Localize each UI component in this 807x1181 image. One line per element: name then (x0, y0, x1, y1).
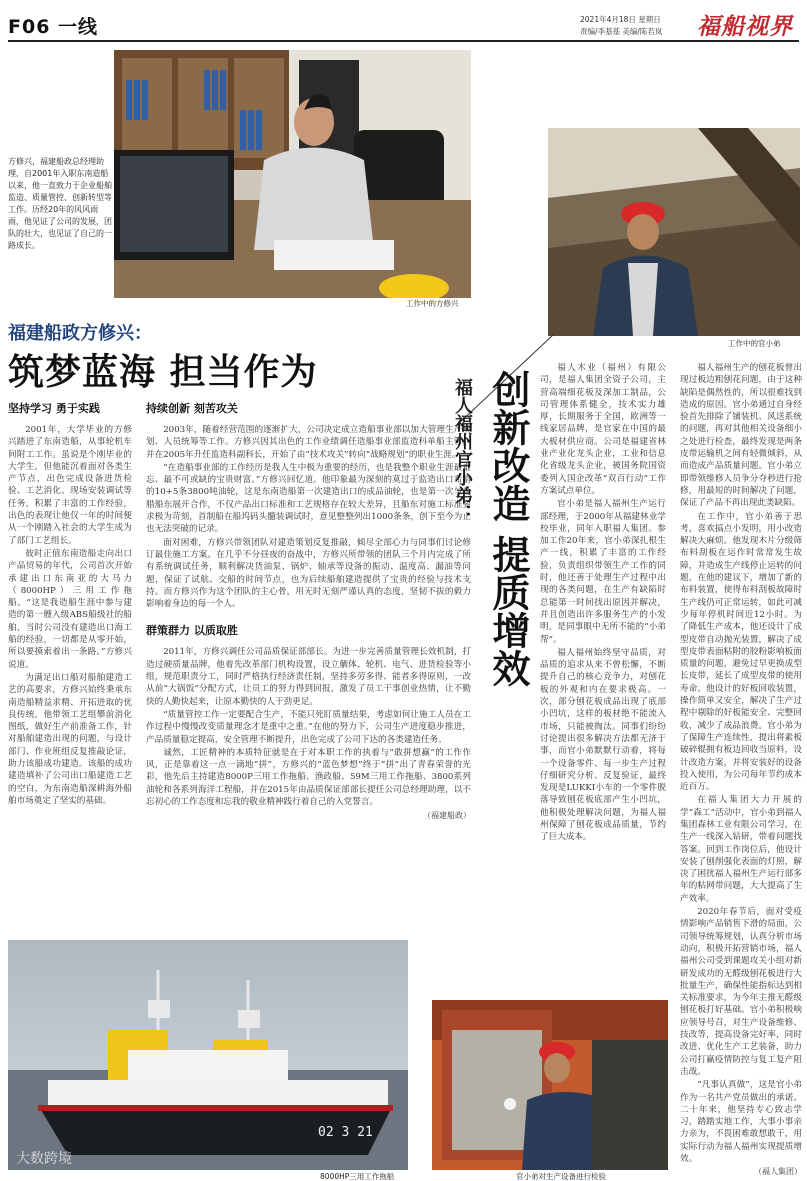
paragraph: 彼时正值东南造船走向出口产品贸易的年代，公司首次开始承建出口东南亚的大马力（8000HP）三用工作拖船。“这是我造船生涯中参与建造的第一艘入级ABS船级社的船舶，当时公司没有建造出口海工船的经验，一切都是从零开始，所以要摸索着出一条路。”方修兴说道。 (8, 548, 132, 670)
photo-bottom-caption: 官小弟对生产设备进行检验 (516, 1172, 606, 1181)
paragraph: 在工作中，官小弟善于思考，喜欢搞点小发明，用小改造解决大麻烦。他发现木片分级筛布料刮板在运作时常常发生故障，并造成生产线停止运转的问题，在他的建议下，增加了新的布料装置，使得布料刮板故障时生产线仍可正常运转，如此可减少每年停机时间近12小时。为了降低生产成本，他还设计了成型皮带自动抛光装置，解决了成型皮带表面粘附的胶粉影响板面质量的问题，避免过早更换成型长皮带，延长了成型皮带的使用寿命。他设计的好板回收装置，操作简单又安全，解决了生产过程中剔除的好板能安全、完整回收，减少了成品浪费。官小弟为了保障生产连续性，提出将素板破碎辊拥有板边回收当原料，设计改造方案，并将安装好的设备投入使用，为公司每年节约成本近百万。 (680, 511, 802, 793)
article1-credit: （福建船政） (423, 811, 471, 821)
section-title-1: 坚持学习 勇于实践 (8, 402, 100, 415)
header-rule (8, 40, 799, 42)
inspection-illustration (432, 1000, 668, 1170)
section-label: F06 一线 (8, 16, 99, 38)
paragraph: 2003年，随着经营范围的逐渐扩大，公司决定成立造船事业部以加大管理生产规划、人员统筹等工作。方修兴因其出色的工作业绩调任造船事业部监造科单船主管，并在2005年升任监造科副科长，开始了由“技术攻关”转向“战略规划”的职业生涯。 (146, 425, 471, 460)
paragraph: 福人福州生产的刨花板曾出现过板边粗刨花问题，由于这种缺陷是偶然性的，所以很难找到造成的原因。官小弟通过自身经验首先排除了铺装机、风送系统的问题，再对其他相关设备细小之处进行检查，最终发现是两条皮带运输机之间有轻微倾斜，从而造成产品质量问题。官小弟立即带领维修人员争分夺秒进行抢修，用最短的时间解决了问题，保证了产品不再出现此类缺陷。 (680, 363, 802, 509)
watermark (16, 1148, 72, 1168)
paragraph: 福人福州始终坚守品质，对品质的追求从来不曾松懈，不断提升自己的核心竞争力，对刨花板的外观和内在要求极高。一次，部分刨花板成品出现了底部小凹坑，这样的板材绝不能流入市场，只能被掏汰。同事们纷纷讨论提出很多解决方法都无济于事，而官小弟默默行动着，将每一个设备零件、每一步生产过程仔细研究分析、反复验证，最终发现是LUKKI小车的一个零件脱落导致刨花板底部产生小凹坑，他积极处理解决问题，为福人福州保障了刨花板成品质量，节约了巨大成本。 (540, 647, 666, 843)
editors-line: 责编/李基基 美编/陈若岚 (580, 27, 663, 36)
photo-fang-xiuxing (114, 50, 471, 298)
paragraph: 面对困难，方修兴带领团队对建造策划反复推敲，倾尽全部心力与同事们讨论修订最佳施工方案。在几乎不分昼夜的奋战中，方修兴所带领的团队三个月内完成了所有系统调试任务，顺利解决货油泵、锅炉、轴承等设备的振动、温度高、漏油等问题，保证了试航、交船的时间节点，也为后续船舶建造提供了宝贵的经验与技术支持。而方修兴作为这个团队的主心骨，用无时无刻严谨认真的态度，坚韧不拔的毅力影响着身边的每一个人。 (146, 537, 471, 610)
section-title-2: 持续创新 刻苦攻关 (146, 402, 238, 415)
date-line: 2021年4月18日 星期日 (580, 15, 661, 24)
paragraph: “凡事认真做”，这是官小弟作为一名共产党员做出的承诺。二十年来，他坚持专心致志学习，踏踏实地工作，大事小事亲力亲为，不畏困难敢想敢干，用实际行动为福人福州实现提质增效。 (680, 1080, 802, 1164)
office-illustration (114, 50, 471, 298)
photo-caption-side: 方修兴，福建船政总经理助理，自2001年入职东南造船以来，他一直致力于企业船舶监造、质量管控、创新转型等工作。历经20年的风风雨雨，他见证了公司的发展，团队的壮大，也见证了自己的一路成长。 (8, 157, 112, 250)
paragraph: 2011年，方修兴调任公司品质保证部部长。为进一步完善质量管理长效机制，打造过硬质量品牌，他着先改革部门机构设置，设立舾体、轮机、电气、进货检验等小组，规范职责分工，同时严格执行经济责任制，坚持多劳多得、能者多得原则，一改从前“大锅饭”分配方式，让员工的努力得到回报，激发了员工干事创业热情，让不勤快的人勤快起来，让原本勤快的人干劲更足。 (146, 647, 471, 707)
article1-column-2 (146, 400, 471, 821)
paragraph: 2020年春节后，面对受疫情影响产品销售下滑的局面，公司领导统筹规划，认真分析市场动向，积极开拓营销市场，福人福州公司受到课题攻关小组对新研发成功的无醛级刨花板进行大批量生产，确保性能指标达到相关标准要求，为今年主推无醛级刨花板打好基础。官小弟积极响应领导号召，对生产设备维修、技改等，提高设备完好率，同时改进、优化生产工艺装备，助力公司打赢疫情防控与复工复产阻击战。 (680, 907, 802, 1077)
photo-guan-xiaodi-top (548, 128, 800, 336)
paragraph: 官小弟是福人福州生产运行部经理，于2000年从福建林业学校毕业，同年入职福人集团。参加工作20年来，官小弟深扎根生产一线，积累了丰富的工作经验，负责组织带领生产工作的同时，他还善于处理生产过程中出现的各类问题，在生产有缺陷时总能第一时间找出原因并解决，并且创造出许多服务生产的小发明，是同事眼中无所不能的“小弟帮”。 (540, 499, 666, 645)
article2-column-1 (540, 362, 666, 845)
paragraph: 2001年，大学毕业的方修兴踏进了东南造船，从事轮机车间附工工作。虽说是个刚毕业的大学生，但他能沉着面对各类生产节点，出色完成设备进货检验、工艺消化、现场安装调试等任务，积累了丰富的工作经验，出色的表现让他仅一年的时间便从一个刚踏入社会的大学生成为了部门工艺组长。 (8, 425, 132, 546)
photo-top-caption: 工作中的官小弟 (728, 339, 781, 348)
article1-headline: 筑梦蓝海 担当作为 (8, 352, 318, 393)
article1-column-1 (8, 400, 132, 808)
paragraph: 福人木业（福州）有限公司，是福人集团全资子公司，主营高端细花板及深加工制品，公司管理体系健全，技术实力雄厚，长期服务于全国，欧洲等一线家居品牌，是官家在中国的最大板材供应商。公司是福建省林业产业化龙头企业，工业和信息化省级龙头企业，被国务院国资委列入国企改革“双百行动”工作方案试点单位。 (540, 363, 666, 496)
article2-credit: （福人集团） (754, 1167, 802, 1177)
photo-caption: 工作中的方修兴 (406, 299, 459, 308)
paragraph: 在福人集团大力开展的学“森工”活动中，官小弟到福人集团森林工业有限公司学习，在生产一线深入钻研，带着问题找答案。回到工作岗位后，他设计安装了刨削强化表面的灯照，解决了困扰福人福州生产运行部多年的粘网带问题，大大提高了生产效率。 (680, 795, 802, 904)
section-title-3: 群策群力 以质取胜 (146, 624, 238, 638)
ship-number: 02 3 21 (318, 1125, 373, 1140)
paragraph: 为满足出口船对船舶建造工艺的高要求，方修兴始终秉承东南造船精益求精、开拓进取的优良传统，他带领工艺组攀前消化图纸，做好生产前准备工作，针对船舶建造出现的问题，与设计部门、作业班组反复推敲论证，助力该船成功建造。该船的成功建造填补了公司出口船建造工艺的空白，为东南造船深耕海外船舶市场奠定了坚实的基础。 (8, 672, 132, 806)
page-header (0, 0, 807, 44)
article2-column-2 (680, 362, 802, 1177)
photo-tugboat (8, 940, 408, 1170)
tugboat-illustration (8, 940, 408, 1170)
watermark-text: 大数跨境 (16, 1151, 72, 1167)
ship-caption: 8000HP三用工作拖船 (320, 1172, 395, 1181)
article2-headline: 创新改造 提质增效 (486, 370, 530, 688)
paragraph: “质量管控工作一定要配合生产，不能只死盯质量结果，考虑如何让施工人员在工作过程中慢慢改变质量理念才是重中之重。”在他的努力下，公司生产进度稳步推进，产品质量稳定提高，安全管理不断提升，出色完成了公司下达的各类建造任务。 (146, 709, 471, 745)
factory-illustration (548, 128, 800, 336)
article2-kicker: 福人福州官小弟： (452, 378, 473, 522)
paragraph: “在造船事业部的工作经历是我人生中极为重要的经历，也是我整个职业生涯最难忘、最不可或缺的宝贵财富。”方修兴回忆道。他印象最为深刻的莫过于监造出口希腊的10+5条3800吨油轮，这是东南造船第一次建造出口的成品油轮，也是第一次与希腊船东展开合作，不仅产品出口标准和工艺规格存在较大差异，且船东对施工标准要求极为苛刻，首制船在船坞码头髓装调试时，意见整整列出1000条条，创下至今为止也无法突破的记录。 (146, 462, 471, 535)
paper-name: 福船视界 (697, 13, 793, 40)
paragraph: 诚然，工匠精神的本质特征就是在于对本职工作的执着与“敢拼想赢”的工作作风，正是靠着这一点一滴地“拼”，方修兴的“蓝色梦想”终于“拼”出了青春荣誉的光彩，他先后主持建造8000P三用工作拖船、渔政船、59M三用工作拖船、3800系列油轮和各系列海洋工程船，并在2015年由品质保证部部长提任公司总经理助理，以不忘初心的工作态度和忘我的敬业精神践行着自己的入党誓言。 (146, 747, 471, 808)
article1-kicker: 福建船政方修兴： (8, 323, 152, 344)
photo-guan-xiaodi-bottom (432, 1000, 668, 1170)
